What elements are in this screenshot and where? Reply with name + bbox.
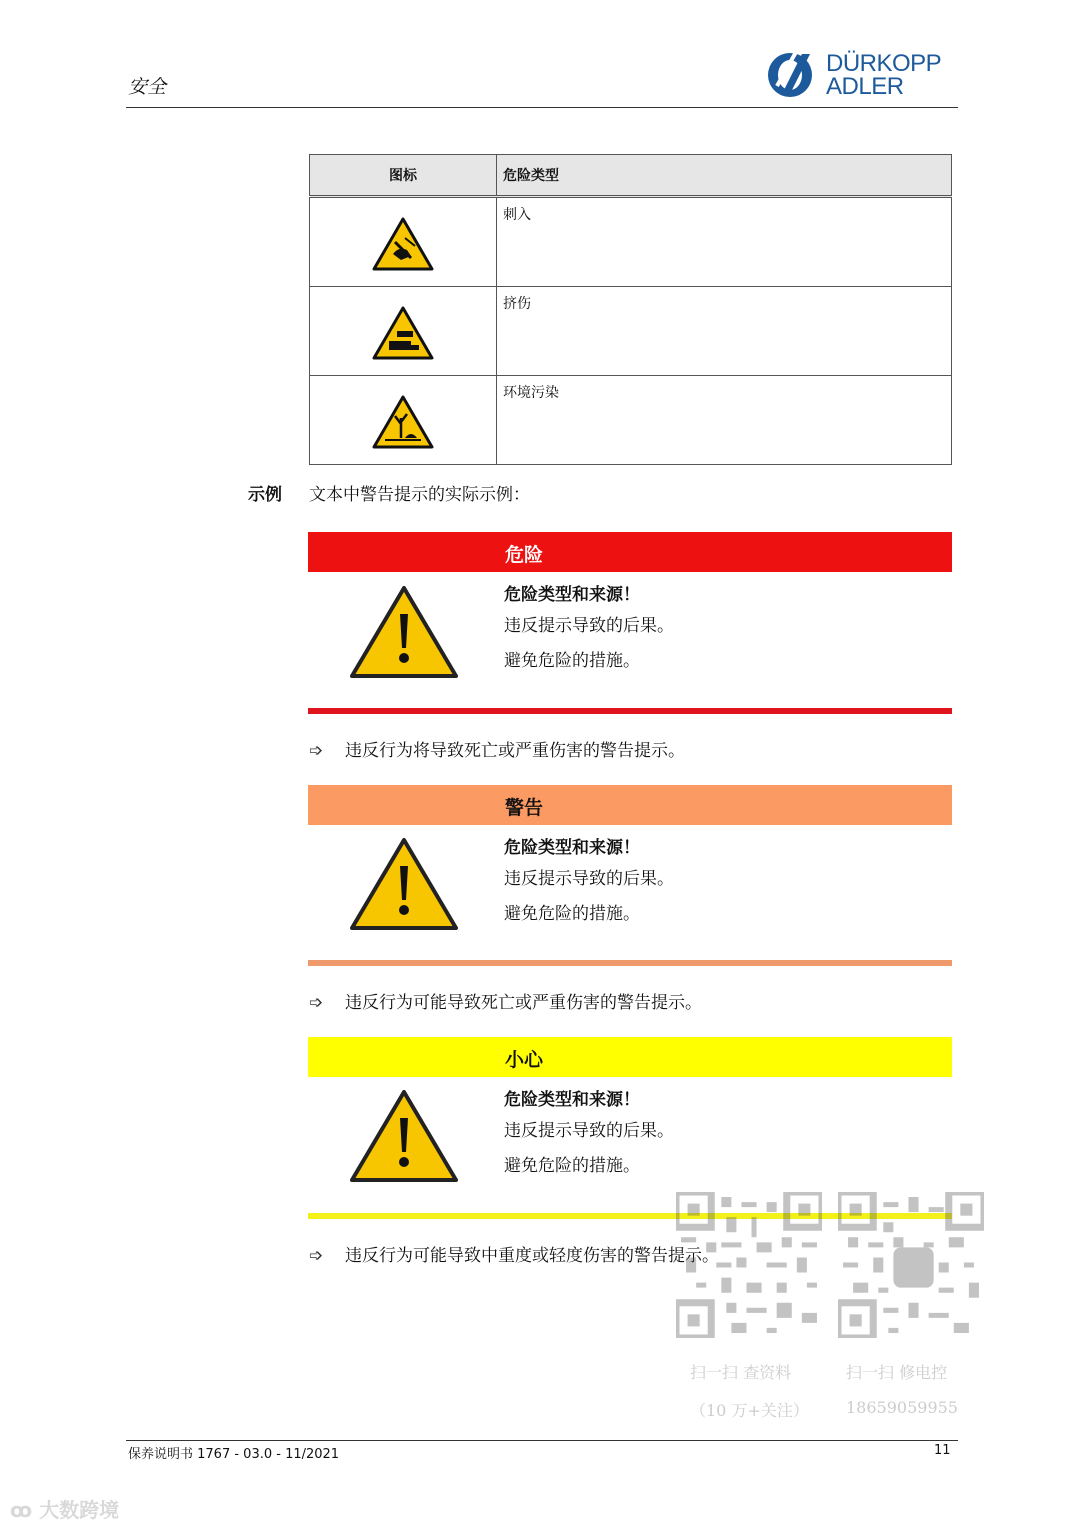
hazard-symbol-table [309, 154, 952, 465]
page-number: 11 [934, 1443, 951, 1458]
hazard-source-text: 危险类型和来源！ [504, 1090, 640, 1110]
qr-code-icon [676, 1192, 822, 1338]
consequence-text: 违反提示导致的后果。 [504, 869, 674, 889]
qr-caption: （10 万+关注） [690, 1401, 809, 1420]
notice-explanation [309, 1241, 719, 1266]
hazard-icon-cell [310, 197, 497, 287]
warning-triangle-icon [348, 584, 460, 680]
consequence-text: 违反提示导致的后果。 [504, 1121, 674, 1141]
notice-header-bar [308, 785, 952, 825]
consequence-text: 违反提示导致的后果。 [504, 616, 674, 636]
notice-explanation [309, 736, 685, 761]
qr-code-icon [838, 1192, 984, 1338]
brand-name-line2: ADLER [826, 73, 904, 100]
hazard-source-text: 危险类型和来源！ [504, 838, 640, 858]
avoidance-text: 避免危险的措施。 [504, 1156, 640, 1176]
hazard-icon-cell [310, 287, 497, 376]
brand-name-line1: DÜRKOPP [826, 50, 942, 77]
notice-header-bar [308, 532, 952, 572]
notice-bottom-rule [308, 708, 952, 714]
notice-level: 危险 [505, 544, 544, 566]
header-divider [126, 107, 958, 108]
avoidance-text: 避免危险的措施。 [504, 651, 640, 671]
qr-caption: 扫一扫 查资料 [690, 1363, 792, 1382]
notice-explanation-text: 违反行为将导致死亡或严重伤害的警告提示。 [345, 741, 685, 761]
crush-hazard-icon [371, 305, 435, 361]
notice-explanation-text: 违反行为可能导致死亡或严重伤害的警告提示。 [345, 993, 702, 1013]
footer-divider [126, 1440, 958, 1441]
table-row [310, 376, 952, 465]
notice-explanation-text: 违反行为可能导致中重度或轻度伤害的警告提示。 [345, 1246, 719, 1266]
hazard-source-text: 危险类型和来源！ [504, 585, 640, 605]
document-reference: 保养说明书 1767 - 03.0 - 11/2021 [128, 1447, 340, 1462]
watermark-logo-icon: ꝏ [10, 1498, 33, 1522]
brand-logo [762, 50, 962, 102]
warning-triangle-icon [348, 1088, 460, 1184]
qr-caption: 扫一扫 修电控 [846, 1363, 948, 1382]
avoidance-text: 避免危险的措施。 [504, 904, 640, 924]
notice-bottom-rule [308, 960, 952, 966]
example-label: 示例 [248, 485, 282, 505]
example-text: 文本中警告提示的实际示例： [309, 485, 530, 505]
notice-header-bar [308, 1037, 952, 1077]
environmental-pollution-icon [371, 394, 435, 450]
watermark-text: 大数跨境 [39, 1498, 120, 1522]
table-row [310, 287, 952, 376]
section-title: 安全 [128, 76, 167, 98]
hazard-type-cell: 刺入 [497, 197, 952, 287]
brand-mark-icon [762, 50, 822, 100]
table-row [310, 197, 952, 287]
puncture-hazard-icon [371, 216, 435, 272]
hazard-icon-cell [310, 376, 497, 465]
qr-caption: 18659059955 [846, 1398, 958, 1417]
table-header-row [310, 155, 952, 197]
hazard-type-cell: 环境污染 [497, 376, 952, 465]
notice-level: 小心 [505, 1049, 544, 1071]
column-header-hazard-type: 危险类型 [497, 155, 952, 197]
notice-level: 警告 [505, 797, 544, 819]
hand-pointer-icon: ➩ [309, 741, 324, 761]
hand-pointer-icon: ➩ [309, 993, 324, 1013]
hand-pointer-icon: ➩ [309, 1246, 324, 1266]
column-header-icon: 图标 [310, 155, 497, 197]
notice-explanation [309, 988, 702, 1013]
hazard-type-cell: 挤伤 [497, 287, 952, 376]
warning-triangle-icon [348, 836, 460, 932]
watermark [10, 1494, 119, 1523]
